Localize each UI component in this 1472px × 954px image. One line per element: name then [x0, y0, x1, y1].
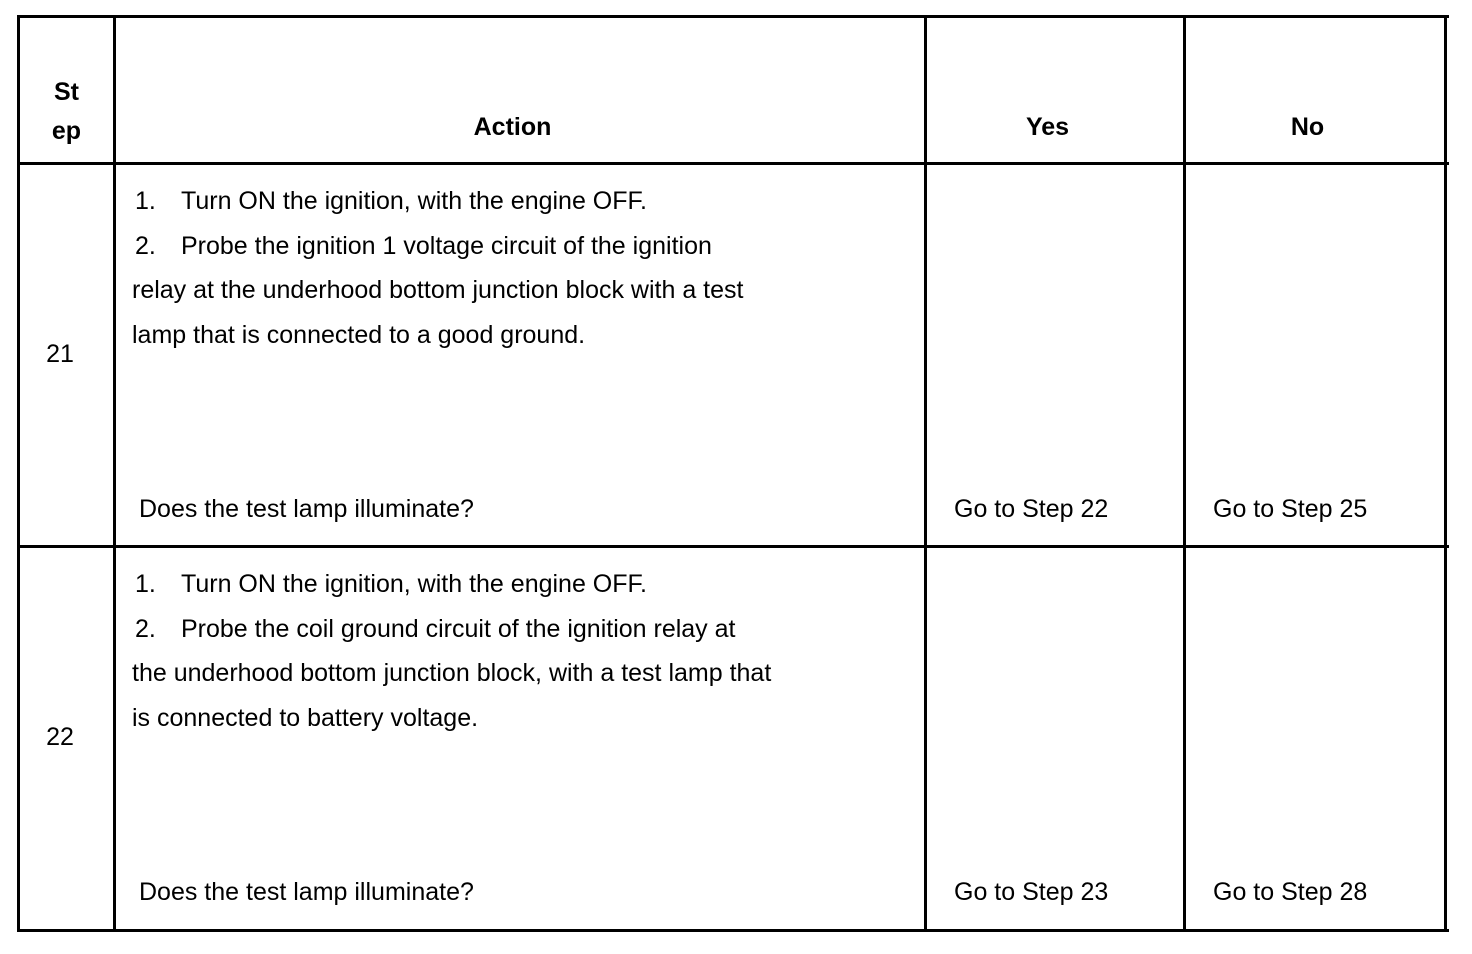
- action-continuation-line: relay at the underhood bottom junction block with a test: [132, 276, 744, 304]
- table-right-border: [1444, 15, 1447, 932]
- action-continuation-line: the underhood bottom junction block, with a test lamp that: [132, 659, 772, 687]
- table-left-border: [17, 15, 20, 932]
- header-divider: [17, 162, 1449, 165]
- action-step-number: 2.: [135, 231, 156, 260]
- action-continuation-line: lamp that is connected to a good ground.: [132, 320, 586, 349]
- header-no: No: [1290, 113, 1325, 141]
- action-question: Does the test lamp illuminate?: [139, 878, 474, 906]
- header-step-line1: St: [54, 78, 79, 106]
- column-divider: [1183, 15, 1186, 932]
- action-step-number: 1.: [135, 187, 156, 215]
- step-number: 22: [46, 723, 74, 751]
- header-step: [20, 73, 113, 151]
- yes-result: Go to Step 22: [954, 495, 1109, 523]
- action-cell: [132, 562, 771, 740]
- action-step-item: [132, 224, 743, 269]
- action-cell: [132, 179, 743, 357]
- action-step-text: Probe the coil ground circuit of the ignition relay at: [181, 614, 736, 643]
- column-divider: [113, 15, 116, 932]
- action-question: Does the test lamp illuminate?: [139, 495, 474, 523]
- table-bottom-border: [17, 929, 1449, 932]
- no-result: Go to Step 25: [1213, 495, 1368, 523]
- header-action: Action: [473, 113, 552, 141]
- column-divider: [924, 15, 927, 932]
- diagnostic-table: [17, 15, 1449, 932]
- header-step-line2: ep: [51, 117, 82, 145]
- yes-result: Go to Step 23: [954, 878, 1109, 906]
- action-step-item: [132, 179, 743, 224]
- no-result: Go to Step 28: [1213, 878, 1368, 906]
- row-divider: [17, 545, 1449, 548]
- action-step-text: Turn ON the ignition, with the engine OFF.: [181, 187, 647, 215]
- action-step-number: 2.: [135, 614, 156, 643]
- header-yes: Yes: [1025, 113, 1070, 141]
- step-number: 21: [46, 340, 74, 368]
- action-step-text: Turn ON the ignition, with the engine OFF.: [181, 570, 647, 598]
- action-continuation-line: is connected to battery voltage.: [132, 703, 479, 732]
- action-step-item: [132, 562, 771, 607]
- table-top-border: [17, 15, 1449, 18]
- action-step-number: 1.: [135, 570, 156, 598]
- action-step-item: [132, 607, 771, 652]
- action-step-text: Probe the ignition 1 voltage circuit of the ignition: [181, 231, 712, 260]
